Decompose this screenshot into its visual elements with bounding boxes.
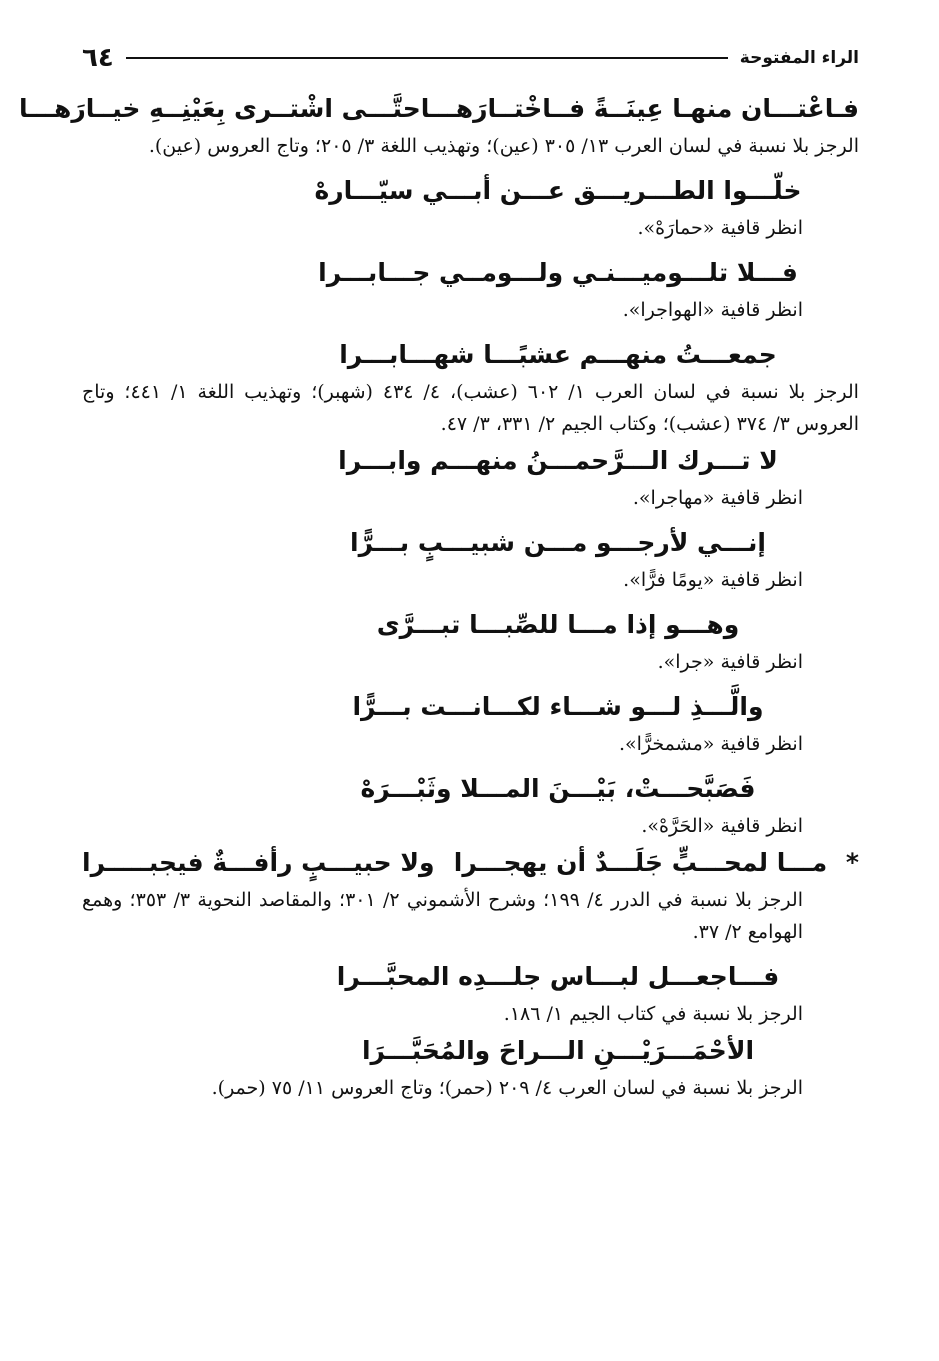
verse-entry [82, 842, 859, 948]
verse-star-marker: * [845, 848, 859, 877]
spacer [82, 760, 859, 768]
verse-line: إنـــي لأرجـــو مـــن شبيـــبٍ بـــرًّا [350, 528, 766, 557]
spacer [82, 514, 859, 522]
verse-first-group [454, 842, 859, 884]
source-note: انظر قافية «حمارَهْ». [637, 217, 803, 239]
verse-entry [82, 956, 859, 1030]
page-number: ٦٤ [82, 43, 114, 73]
verse-entry [82, 170, 859, 244]
verse-entry [18, 88, 859, 162]
spacer [82, 162, 859, 170]
source-note: انظر قافية «الحَرَّهْ». [641, 815, 803, 837]
source-note: انظر قافية «مهاجرا». [632, 487, 803, 509]
source-note: الرجز بلا نسبة في الدرر ٤/ ١٩٩؛ وشرح الأشموني ٢/ ٣٠١؛ والمقاصد النحوية ٣/ ٣٥٣؛ وهمع الهوامع ٢/ ٣٧. [82, 889, 803, 943]
verse-hemistich-first: فـاعْتـــان منهـا عِينَــةً فــاخْتــارَهـــا [420, 94, 859, 123]
source-note: الرجز بلا نسبة في لسان العرب ١/ ٦٠٢ (عشب)، ٤/ ٤٣٤ (شهبر)؛ وتهذيب اللغة ١/ ٤٤١؛ وتاج العروس ٣/ ٣٧٤ (عشب)؛ وكتاب الجيم ٢/ ٣٣١، ٣/ ٤٧. [82, 381, 859, 435]
spacer [82, 678, 859, 686]
verse-entry [82, 686, 859, 760]
source-note: انظر قافية «الهواجرا». [622, 299, 803, 321]
verse-line: فَصَبَّحـــتْ، بَيْـــنَ المـــلا وثَبْـــرَهْ [360, 774, 756, 803]
spacer [82, 244, 859, 252]
verse-entry [82, 1030, 859, 1104]
verse-line [82, 842, 859, 884]
page-body [18, 88, 859, 1104]
verse-entry [82, 768, 859, 842]
source-note: الرجز بلا نسبة في كتاب الجيم ١/ ١٨٦. [503, 1003, 803, 1025]
source-note: انظر قافية «يومًا فرًّا». [623, 569, 803, 591]
verse-line [18, 88, 859, 130]
verse-hemistich-second: ولا حبيـــبٍ رأفـــةٌ فيجبـــــرا [82, 848, 435, 877]
verse-line: فـــاجعـــل لبـــاس جلـــدِه المحبَّـــرا [336, 962, 780, 991]
verse-entry [82, 252, 859, 326]
verse-line: الأحْمَـــرَيْـــنِ الـــراحَ والمُحَبَّـــرَا [361, 1036, 755, 1065]
running-title: الراء المفتوحة [739, 48, 859, 68]
verse-entry [82, 334, 859, 440]
source-note: انظر قافية «جرا». [657, 651, 803, 673]
verse-entry [82, 604, 859, 678]
page-header [82, 38, 859, 78]
verse-line: جمعـــتُ منهـــم عشبًـــا شهـــابـــرا [339, 340, 777, 369]
spacer [82, 948, 859, 956]
verse-line: خلّـــوا الطـــريـــق عـــن أبـــي سيّـــارهْ [314, 176, 802, 205]
header-rule [126, 57, 728, 59]
verse-line: فـــلا تلـــوميـــنـي ولـــومــي جـــابـــرا [318, 258, 798, 287]
verse-line: والَّـــذِ لـــو شـــاء لكـــانـــت بـــرًّا [352, 692, 764, 721]
verse-entry [82, 522, 859, 596]
verse-hemistich-first: مـــا لمحـــبٍّ جَلَـــدٌ أن يهجـــرا [453, 848, 828, 877]
source-note: الرجز بلا نسبة في لسان العرب ٤/ ٢٠٩ (حمر)؛ وتاج العروس ١١/ ٧٥ (حمر). [211, 1077, 803, 1099]
verse-line: لا تـــرك الـــرَّحمـــنُ منهـــم وابـــرا [338, 446, 778, 475]
source-note: الرجز بلا نسبة في لسان العرب ١٣/ ٣٠٥ (عين)؛ وتهذيب اللغة ٣/ ٢٠٥؛ وتاج العروس (عين). [148, 135, 859, 157]
source-note: انظر قافية «مشمخرًّا». [618, 733, 803, 755]
spacer [82, 326, 859, 334]
verse-entry [82, 440, 859, 514]
verse-line: وهـــو إذا مـــا للصِّبـــا تبـــرَّى [376, 610, 740, 639]
spacer [82, 596, 859, 604]
verse-hemistich-second: حتَّـــى اشْتــرى بِعَيْنِــهِ خيــارَهـــا [18, 94, 421, 123]
